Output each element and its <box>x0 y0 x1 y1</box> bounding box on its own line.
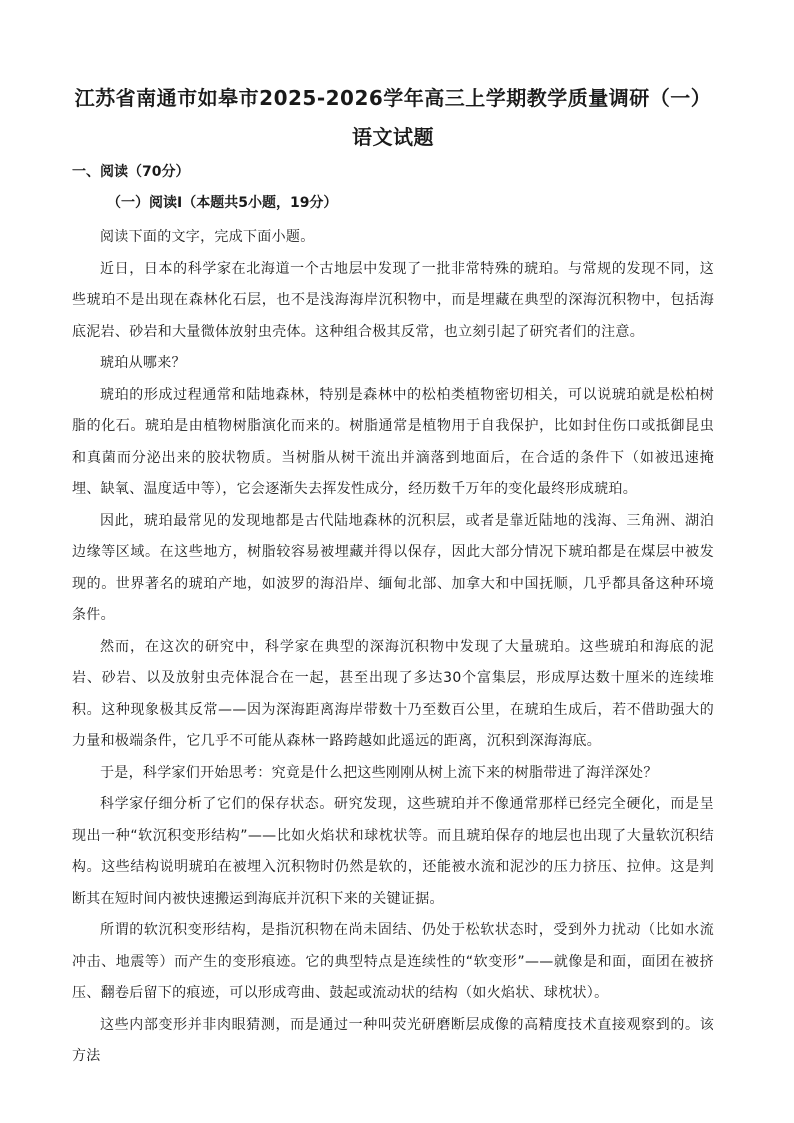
paragraph-instruction: 阅读下面的文字，完成下面小题。 <box>100 229 315 245</box>
paragraph: 于是，科学家们开始思考：究竟是什么把这些刚刚从树上流下来的树脂带进了海洋深处？ <box>100 764 658 781</box>
paragraph: 然而，在这次的研究中，科学家在典型的深海沉积物中发现了大量琥珀。这些琥珀和海底的泥岩、砂岩、以及放射虫壳体混合在一起，甚至出现了多达30个富集层，形成厚达数十厘米的连续堆积。这种现象极其反常——因为深海距离海岸带数十乃至数百公里，在琥珀生成后，若不借助强大的力量和极端条件，它几乎不可能从森林一路跨越如此遥远的距离，沉积到深海海底。 <box>72 638 714 749</box>
document-title: 江苏省南通市如皋市2025-2026学年高三上学期教学质量调研（一） <box>74 86 712 110</box>
section-heading: 一、阅读（70分） <box>72 164 190 180</box>
paragraph-question-heading: 琥珀从哪来？ <box>100 355 186 371</box>
subsection-heading: （一）阅读Ⅰ（本题共5小题，19分） <box>107 195 338 211</box>
paragraph: 这些内部变形并非肉眼猜测，而是通过一种叫荧光研磨断层成像的高精度技术直接观察到的。该方法 <box>72 1016 714 1064</box>
document-subtitle: 语文试题 <box>352 125 434 149</box>
paragraph: 近日，日本的科学家在北海道一个古地层中发现了一批非常特殊的琥珀。与常规的发现不同，这些琥珀不是出现在森林化石层，也不是浅海海岸沉积物中，而是埋藏在典型的深海沉积物中，包括海底泥岩、砂岩和大量微体放射虫壳体。这种组合极其反常，也立刻引起了研究者们的注意。 <box>72 260 714 340</box>
paragraph: 琥珀的形成过程通常和陆地森林，特别是森林中的松柏类植物密切相关，可以说琥珀就是松柏树脂的化石。琥珀是由植物树脂演化而来的。树脂通常是植物用于自我保护，比如封住伤口或抵御昆虫和真菌而分泌出来的胶状物质。当树脂从树干流出并滴落到地面后，在合适的条件下（如被迅速掩埋、缺氧、温度适中等），它会逐渐失去挥发性成分，经历数千万年的变化最终形成琥珀。 <box>72 386 714 497</box>
paragraph: 所谓的软沉积变形结构，是指沉积物在尚未固结、仍处于松软状态时，受到外力扰动（比如水流冲击、地震等）而产生的变形痕迹。它的典型特点是连续性的“软变形”——就像是和面，面团在被挤压、翻卷后留下的痕迹，可以形成弯曲、鼓起或流动状的结构（如火焰状、球枕状）。 <box>72 922 714 1001</box>
article-body <box>72 222 714 1073</box>
paragraph: 科学家仔细分析了它们的保存状态。研究发现，这些琥珀并不像通常那样已经完全硬化，而是呈现出一种“软沉积变形结构”——比如火焰状和球枕状等。而且琥珀保存的地层也出现了大量软沉积结构。这些结构说明琥珀在被埋入沉积物时仍然是软的，还能被水流和泥沙的压力挤压、拉伸。这是判断其在短时间内被快速搬运到海底并沉积下来的关键证据。 <box>72 796 714 907</box>
paragraph: 因此，琥珀最常见的发现地都是古代陆地森林的沉积层，或者是靠近陆地的浅海、三角洲、湖泊边缘等区域。在这些地方，树脂较容易被埋藏并得以保存，因此大部分情况下琥珀都是在煤层中被发现的。世界著名的琥珀产地，如波罗的海沿岸、缅甸北部、加拿大和中国抚顺，几乎都具备这种环境条件。 <box>72 512 714 623</box>
